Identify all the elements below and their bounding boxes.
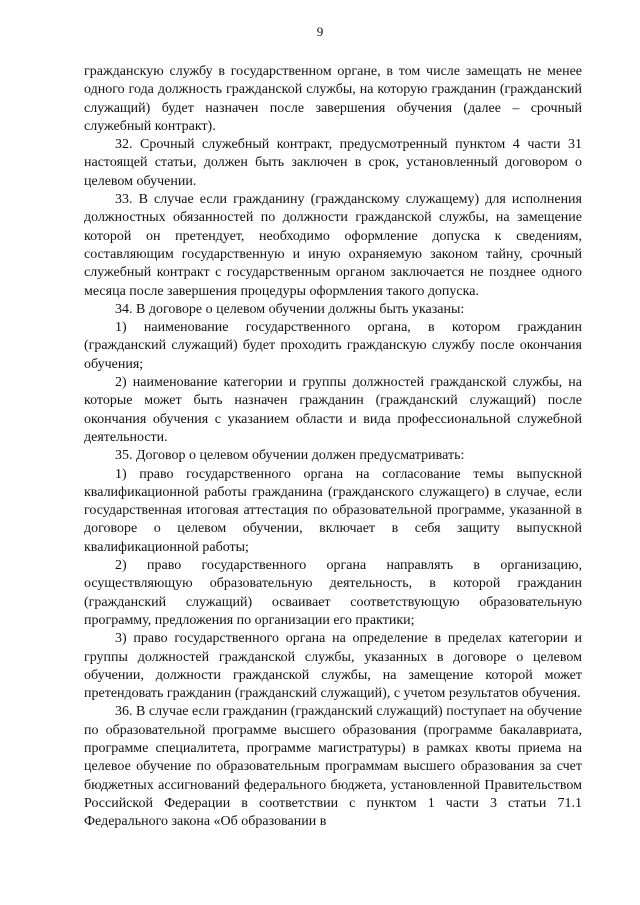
paragraph-36: 36. В случае если гражданин (гражданский служащий) поступает на обучение по образовательной программе высшего образования (программе бакалавриата, программе специалитета, программе магистратуры) в рамках квоты приема на целевое обучение по образовательным программам высшего образования за счет бюджетных ассигнований федерального бюджета, установленной Правительством Российской Федерации в соответствии с пунктом 1 части 3 статьи 71.1 Федерального закона «Об образовании в: [84, 704, 582, 830]
paragraph-35-item-3: 3) право государственного органа на определение в пределах категории и группы должностей гражданской службы, указанных в договоре о целевом обучении, должности гражданской службы, на замещение которой может претендовать гражданин (гражданский служащий), с учетом результатов обучения.: [84, 631, 582, 702]
paragraph-34-item-2: 2) наименование категории и группы должностей гражданской службы, на которые может быть назначен гражданин (гражданский служащий) после окончания обучения с указанием области и вида профессиональной служебной деятельности.: [84, 375, 582, 445]
paragraph-33: 33. В случае если гражданину (гражданскому служащему) для исполнения должностных обязанностей по должности гражданской службы, на замещение которой он претендует, необходимо оформление допуска к сведениям, составляющим государственную и иную охраняемую законом тайну, срочный служебный контракт с государственным органом заключается не позднее одного месяца после завершения процедуры оформления такого допуска.: [84, 192, 582, 299]
paragraph-34-item-1: 1) наименование государственного органа, в котором гражданин (гражданский служащий) будет проходить гражданскую службу после окончания обучения;: [84, 320, 582, 372]
paragraph-35-item-2: 2) право государственного органа направлять в организацию, осуществляющую образовательную деятельность, в которой гражданин (гражданский служащий) осваивает соответствующую образовательную программу, предложения по организации его практики;: [84, 558, 582, 628]
paragraph-35-item-1: 1) право государственного органа на согласование темы выпускной квалификационной работы гражданина (гражданского служащего) в случае, если государственная итоговая аттестация по образовательной программе, указанной в договоре о целевом обучении, включает в себя защиту выпускной квалификационной работы;: [84, 466, 582, 555]
paragraph-continuation: гражданскую службу в государственном органе, в том числе замещать не менее одного года должность гражданской службы, на которую гражданин (гражданский служащий) будет назначен после завершения обучения (далее – срочный служебный контракт).: [84, 64, 582, 134]
document-body: [84, 63, 582, 831]
page-number: 9: [316, 24, 324, 39]
paragraph-32: 32. Срочный служебный контракт, предусмотренный пунктом 4 части 31 настоящей статьи, должен быть заключен в срок, установленный договором о целевом обучении.: [84, 137, 582, 189]
paragraph-34: 34. В договоре о целевом обучении должны быть указаны:: [115, 301, 465, 317]
paragraph-35: 35. Договор о целевом обучении должен предусматривать:: [115, 448, 465, 464]
